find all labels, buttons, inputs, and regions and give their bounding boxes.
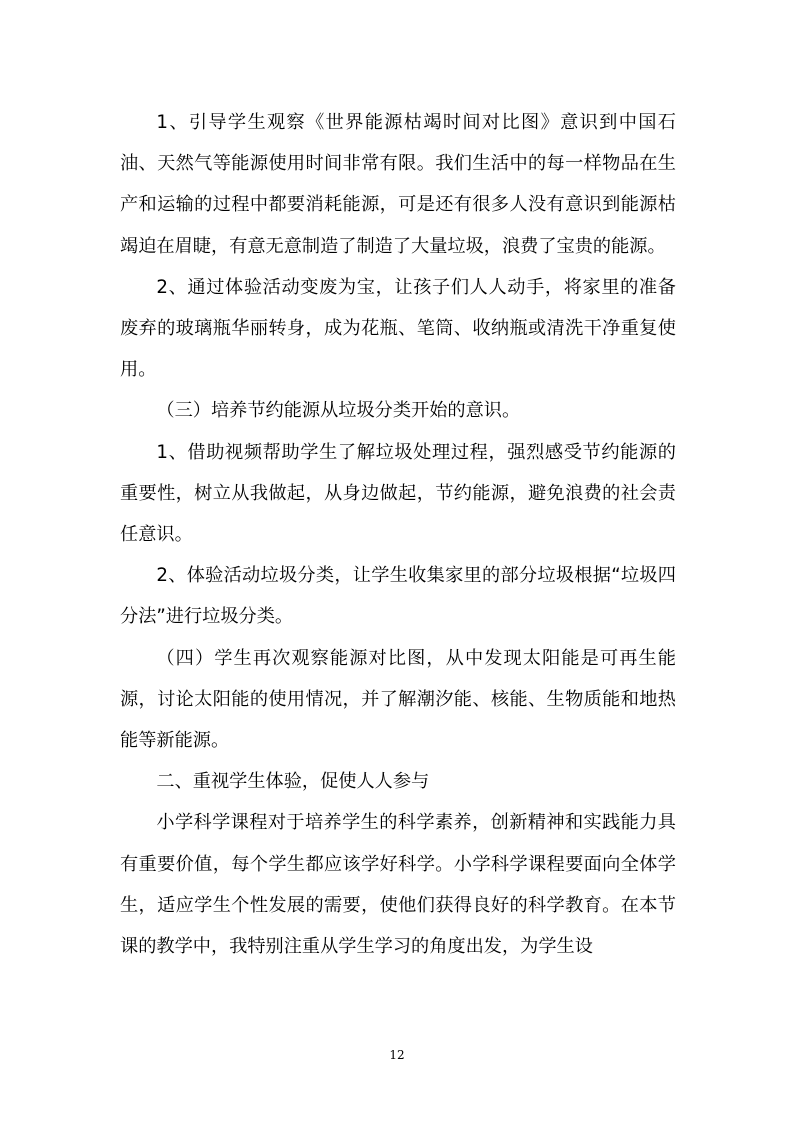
page-number: 12 — [389, 1048, 405, 1062]
paragraph-2: 2、通过体验活动变废为宝，让孩子们人人动手，将家里的准备废弃的玻璃瓶华丽转身，成为花瓶、笔筒、收纳瓶或清洗干净重复使用。 — [120, 276, 676, 381]
section-heading-4: （四）学生再次观察能源对比图，从中发现太阳能是可再生能源，讨论太阳能的使用情况，并了解潮汐能、核能、生物质能和地热能等新能源。 — [120, 647, 676, 752]
section-heading-2: 二、重视学生体验，促使人人参与 — [156, 771, 430, 793]
page-body — [120, 102, 676, 967]
section-heading-3: （三）培养节约能源从垃圾分类开始的意识。 — [156, 400, 521, 422]
paragraph-3: 1、借助视频帮助学生了解垃圾处理过程，强烈感受节约能源的重要性，树立从我做起，从身边做起，节约能源，避免浪费的社会责任意识。 — [120, 441, 676, 546]
paragraph-4: 2、体验活动垃圾分类，让学生收集家里的部分垃圾根据“垃圾四分法”进行垃圾分类。 — [120, 565, 676, 628]
paragraph-1: 1、引导学生观察《世界能源枯竭时间对比图》意识到中国石油、天然气等能源使用时间非常有限。我们生活中的每一样物品在生产和运输的过程中都要消耗能源，可是还有很多人没有意识到能源枯竭迫在眉睫，有意无意制造了制造了大量垃圾，浪费了宝贵的能源。 — [120, 112, 676, 257]
paragraph-5: 小学科学课程对于培养学生的科学素养，创新精神和实践能力具有重要价值，每个学生都应该学好科学。小学科学课程要面向全体学生，适应学生个性发展的需要，使他们获得良好的科学教育。在本节课的教学中，我特别注重从学生学习的角度出发，为学生设 — [120, 812, 676, 958]
